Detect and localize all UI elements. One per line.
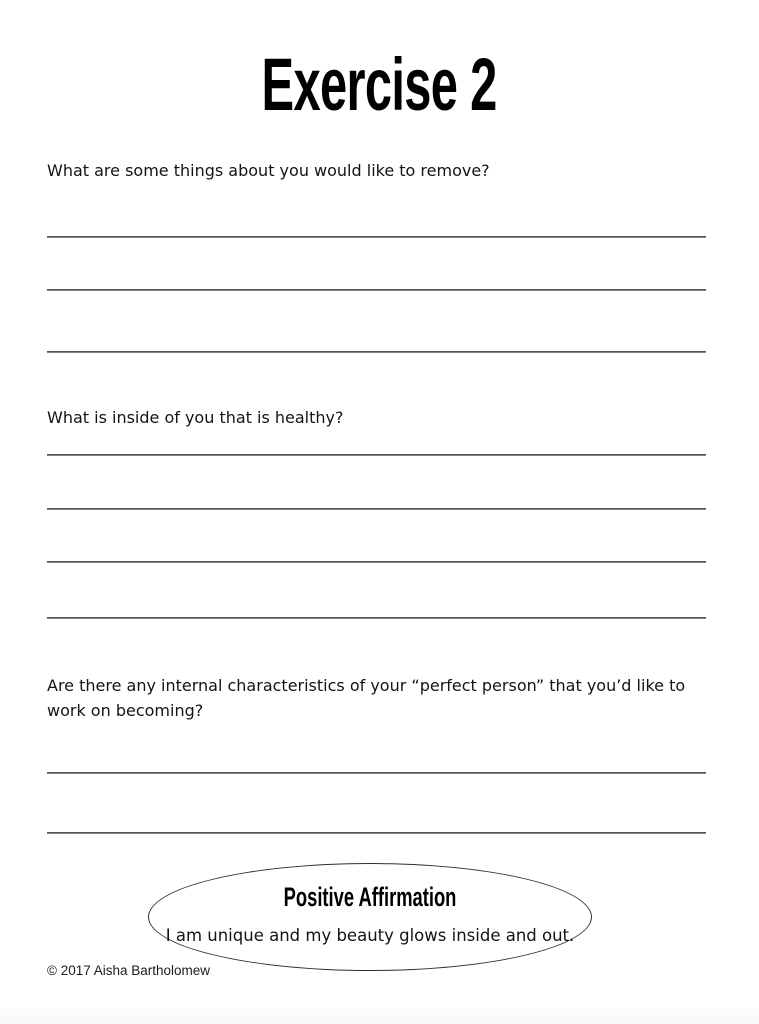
copyright-notice: © 2017 Aisha Bartholomew	[47, 963, 211, 978]
answer-line	[47, 454, 706, 456]
page-title: Exercise 2	[261, 43, 498, 126]
page-title-container	[0, 43, 759, 126]
affirmation-heading-container	[149, 884, 591, 911]
question-characteristics: Are there any internal characteristics of your “perfect person” that you’d like to work on becoming?	[47, 676, 686, 720]
answer-line	[47, 289, 706, 291]
answer-line	[47, 508, 706, 510]
answer-line	[47, 236, 706, 238]
answer-line	[47, 617, 706, 619]
affirmation-heading: Positive Affirmation	[283, 882, 457, 912]
question-remove: What are some things about you would like to remove?	[47, 161, 490, 180]
answer-line	[47, 832, 706, 834]
question-healthy: What is inside of you that is healthy?	[47, 408, 344, 427]
answer-line	[47, 351, 706, 353]
answer-line	[47, 772, 706, 774]
answer-line	[47, 561, 706, 563]
page-bottom-edge	[0, 1009, 759, 1024]
affirmation-ellipse	[148, 863, 592, 971]
affirmation-text: I am unique and my beauty glows inside and out.	[165, 926, 575, 945]
